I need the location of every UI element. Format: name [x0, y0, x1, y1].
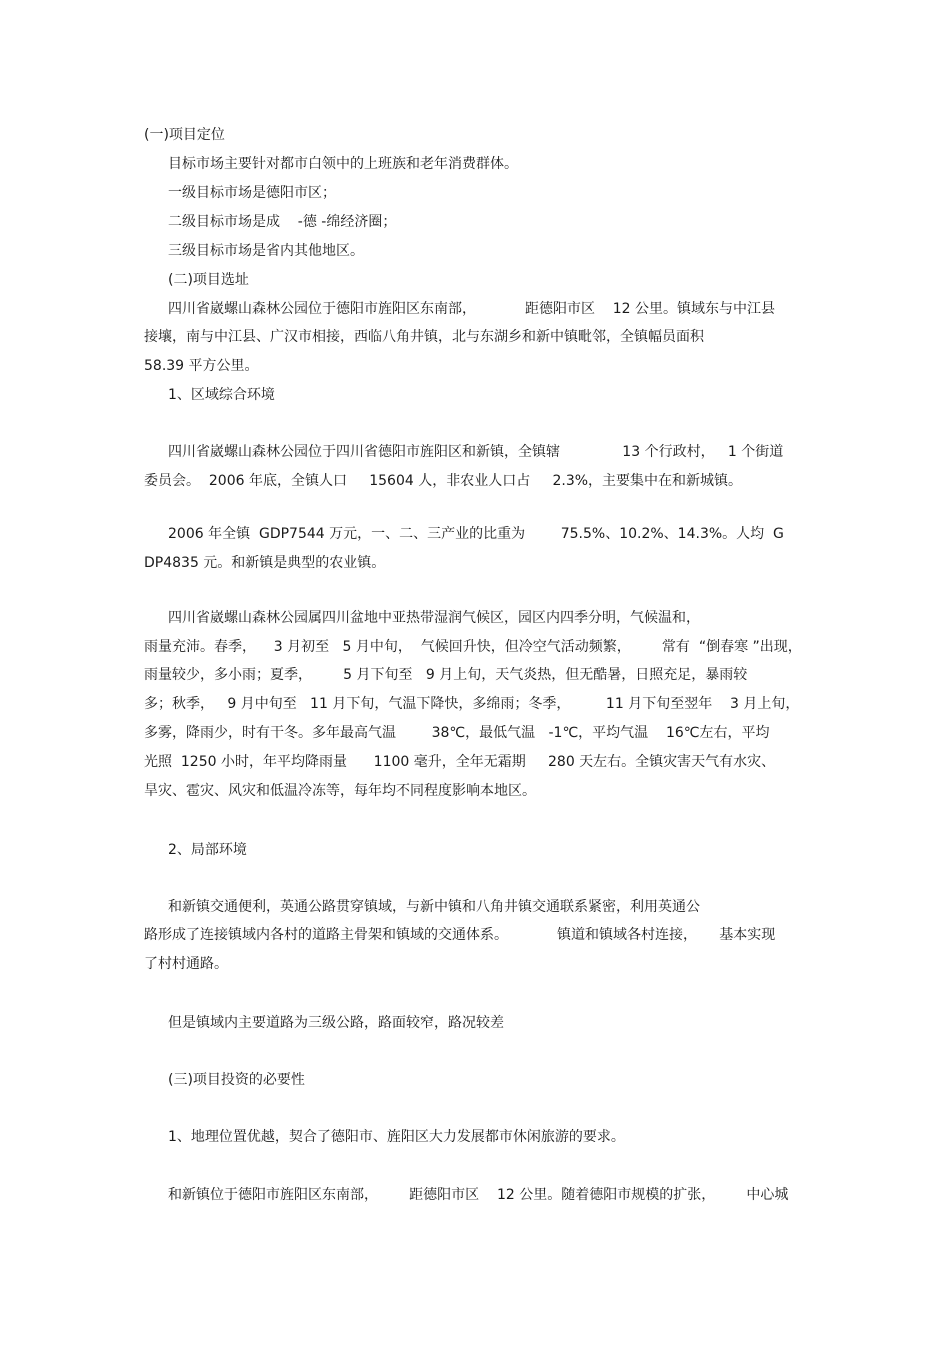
paragraph-line: 雨量充沛。春季， 3 月初至 5 月中旬， 气候回升快，但冷空气活动频繁， 常有 “倒春寒 ”出现，: [144, 639, 802, 655]
paragraph-line: 一级目标市场是德阳市区；: [168, 185, 336, 201]
paragraph-line: 2006 年全镇 GDP7544 万元，一、二、三产业的比重为 75.5%、10.2%、14.3%。人均 G: [168, 526, 784, 542]
paragraph-line: 旱灾、雹灾、风灾和低温冷冻等，每年均不同程度影响本地区。: [144, 783, 536, 799]
heading-location-advantage: 1、地理位置优越，契合了德阳市、旌阳区大力发展都市休闲旅游的要求。: [168, 1129, 625, 1145]
paragraph-line: 三级目标市场是省内其他地区。: [168, 243, 364, 259]
paragraph-line: 和新镇交通便利，英通公路贯穿镇域，与新中镇和八角井镇交通联系紧密，利用英通公: [168, 899, 700, 915]
paragraph-line: 二级目标市场是成 -德 -绵经济圈；: [168, 214, 397, 230]
heading-investment-necessity: (三)项目投资的必要性: [168, 1072, 305, 1088]
paragraph-line: 委员会。 2006 年底，全镇人口 15604 人，非农业人口占 2.3%，主要集中在和新城镇。: [144, 473, 743, 489]
paragraph-line: 和新镇位于德阳市旌阳区东南部， 距德阳市区 12 公里。随着德阳市规模的扩张， 中心城: [168, 1187, 789, 1203]
paragraph-line: 接壤，南与中江县、广汉市相接，西临八角井镇，北与东湖乡和新中镇毗邻，全镇幅员面积: [144, 329, 704, 345]
heading-project-site: (二)项目选址: [168, 272, 249, 288]
paragraph-line: 目标市场主要针对都市白领中的上班族和老年消费群体。: [168, 156, 518, 172]
paragraph-line: 但是镇域内主要道路为三级公路，路面较窄，路况较差: [168, 1015, 504, 1031]
paragraph-line: 58.39 平方公里。: [144, 358, 259, 374]
heading-project-positioning: (一)项目定位: [144, 127, 225, 143]
paragraph-line: 四川省崴螺山森林公园位于德阳市旌阳区东南部， 距德阳市区 12 公里。镇域东与中江县: [168, 301, 776, 317]
paragraph-line: 多；秋季， 9 月中旬至 11 月下旬，气温下降快，多绵雨；冬季， 11 月下旬至翌年 3 月上旬，: [144, 696, 800, 712]
paragraph-line: 了村村通路。: [144, 956, 228, 972]
heading-regional-environment: 1、区域综合环境: [168, 387, 275, 403]
paragraph-line: 雨量较少，多小雨；夏季， 5 月下旬至 9 月上旬，天气炎热，但无酷暑，日照充足，暴雨较: [144, 667, 748, 683]
paragraph-line: 多雾，降雨少，时有干冬。多年最高气温 38℃，最低气温 -1℃，平均气温 16℃左右，平均: [144, 725, 770, 741]
paragraph-line: 路形成了连接镇域内各村的道路主骨架和镇域的交通体系。 镇道和镇域各村连接， 基本实现: [144, 927, 776, 943]
paragraph-line: 光照 1250 小时，年平均降雨量 1100 毫升，全年无霜期 280 天左右。全镇灾害天气有水灾、: [144, 754, 776, 770]
paragraph-line: 四川省崴螺山森林公园属四川盆地中亚热带湿润气候区，园区内四季分明，气候温和，: [168, 610, 700, 626]
paragraph-line: 四川省崴螺山森林公园位于四川省德阳市旌阳区和新镇，全镇辖 13 个行政村， 1 个街道: [168, 444, 784, 460]
paragraph-line: DP4835 元。和新镇是典型的农业镇。: [144, 555, 386, 571]
heading-local-environment: 2、局部环境: [168, 842, 247, 858]
